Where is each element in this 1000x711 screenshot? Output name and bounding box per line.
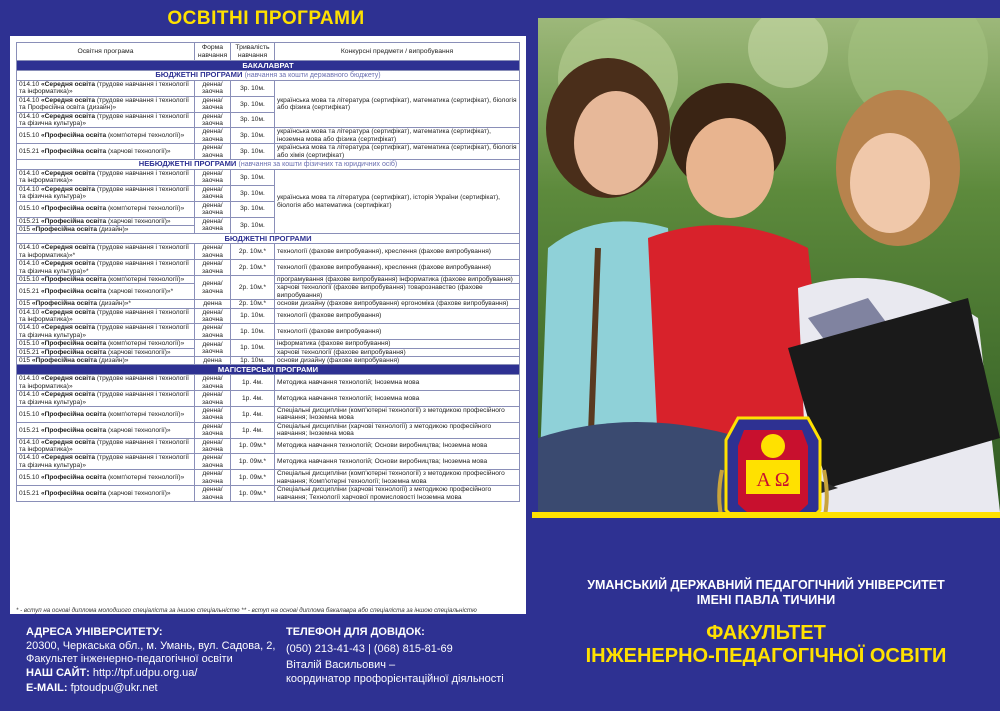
duration: 1р. 09м.* <box>231 454 275 470</box>
duration: 3р. 10м. <box>231 144 275 160</box>
address-text: 20300, Черкаська обл., м. Умань, вул. Садова, 2, Факультет інженерно-педагогічної освіти <box>26 639 276 665</box>
duration: 3р. 10м. <box>231 217 275 234</box>
subjects: українська мова та література (сертифікат), історія України (сертифікат), біологія або математика (сертифікат) <box>275 170 520 234</box>
program-name: 015.10 «Професійна освіта (комп'ютерні технології)» <box>17 340 195 348</box>
table-row <box>17 275 520 283</box>
program-name: 015 «Професійна освіта (дизайн)» <box>17 225 195 233</box>
subjects: українська мова та література (сертифікат), математика (сертифікат), біологія або хімія (сертифікат) <box>275 144 520 160</box>
duration: 2р. 10м.* <box>231 260 275 276</box>
program-name: 015.10 «Професійна освіта (комп'ютерні технології)» <box>17 275 195 283</box>
study-form: денна/ заочна <box>195 275 231 299</box>
table-row <box>17 244 520 260</box>
program-name: 015.21 «Професійна освіта (харчові технології)» <box>17 486 195 502</box>
table-row <box>17 128 520 144</box>
university-title: УМАНСЬКИЙ ДЕРЖАВНИЙ ПЕДАГОГІЧНИЙ УНІВЕРСИТЕТ <box>587 578 945 592</box>
subjects: технології (фахове випробування) <box>275 308 520 324</box>
study-form: денна/ заочна <box>195 81 231 97</box>
study-form: денна/ заочна <box>195 112 231 128</box>
subjects: Спеціальні дисципліни (комп'ютерні технології) з методикою професійного навчання; Іноземна мова <box>275 407 520 423</box>
study-form: денна/ заочна <box>195 217 231 234</box>
duration: 1р. 4м. <box>231 407 275 423</box>
study-form: денна/ заочна <box>195 244 231 260</box>
duration: 3р. 10м. <box>231 128 275 144</box>
duration: 3р. 10м. <box>231 96 275 112</box>
subjects: інформатика (фахове випробування) <box>275 340 520 348</box>
faculty-title <box>532 622 1000 668</box>
study-form: денна/ заочна <box>195 340 231 357</box>
subjects: Спеціальні дисципліни (комп'ютерні технології) з методикою професійного навчання; Комп'ютерні технології; Іноземна мова <box>275 470 520 486</box>
subjects: програмування (фахове випробування) інформатика (фахове випробування) <box>275 275 520 283</box>
table-row <box>17 170 520 186</box>
duration: 3р. 10м. <box>231 81 275 97</box>
duration: 2р. 10м.* <box>231 275 275 299</box>
program-name: 014.10 «Середня освіта (трудове навчання і технології та інформатика)»* <box>17 244 195 260</box>
email-link[interactable]: fptoudpu@ukr.net <box>70 682 158 694</box>
study-form: денна/ заочна <box>195 422 231 438</box>
subjects: Спеціальні дисципліни (харчові технології) з методикою професійного навчання; Технології харчової промисловості Іноземна мова <box>275 486 520 502</box>
students-photo <box>538 18 1000 512</box>
col-header-duration: Тривалість навчання <box>231 43 275 61</box>
study-form: денна/ заочна <box>195 128 231 144</box>
program-name: 015 «Професійна освіта (дизайн)» <box>17 357 195 365</box>
duration: 1р. 4м. <box>231 422 275 438</box>
program-name: 014.10 «Середня освіта (трудове навчання і технології та фізична культура)» <box>17 185 195 201</box>
subjects: технології (фахове випробування) <box>275 324 520 340</box>
study-form: денна/ заочна <box>195 454 231 470</box>
duration: 3р. 10м. <box>231 112 275 128</box>
cover-page <box>532 0 1000 711</box>
study-form: денна/ заочна <box>195 144 231 160</box>
subjects: українська мова та література (сертифікат), математика (сертифікат), біологія або фізика (сертифікат) <box>275 81 520 128</box>
program-name: 015 «Професійна освіта (дизайн)»* <box>17 300 195 308</box>
program-name: 015.10 «Професійна освіта (комп'ютерні технології)» <box>17 470 195 486</box>
program-name: 014.10 «Середня освіта (трудове навчання і технології та фізична культура)» <box>17 324 195 340</box>
table-row <box>17 391 520 407</box>
phone-block <box>286 626 526 686</box>
program-name: 014.10 «Середня освіта (трудове навчання і технології та фізична культура)»* <box>17 260 195 276</box>
duration: 2р. 10м.* <box>231 244 275 260</box>
program-name: 015.21 «Професійна освіта (харчові технології)» <box>17 217 195 225</box>
contact-name: Віталій Васильович – <box>286 659 396 671</box>
subjects: харчові технології (фахове випробування) <box>275 348 520 356</box>
footnote: * - вступ на основі диплома молодшого спеціаліста за іншою спеціальністю ** - вступ на основі диплома бакалавра або спеціаліста за іншою спеціальністю <box>16 607 477 614</box>
study-form: денна/ заочна <box>195 438 231 454</box>
program-name: 014.10 «Середня освіта (трудове навчання і технології та Професійна освіта (дизайн)» <box>17 96 195 112</box>
study-form: денна/ заочна <box>195 260 231 276</box>
phone-numbers: (050) 213-41-43 | (068) 815-81-69 <box>286 642 453 655</box>
duration: 1р. 09м.* <box>231 486 275 502</box>
subsection-header: НЕБЮДЖЕТНІ ПРОГРАМИ (навчання за кошти фізичних та юридичних осіб) <box>17 160 520 170</box>
subsection-header: БЮДЖЕТНІ ПРОГРАМИ (навчання за кошти державного бюджету) <box>17 71 520 81</box>
study-form: денна/ заочна <box>195 324 231 340</box>
program-name: 014.10 «Середня освіта (трудове навчання і технології та інформатика)» <box>17 438 195 454</box>
study-form: денна <box>195 300 231 308</box>
study-form: денна/ заочна <box>195 185 231 201</box>
table-row <box>17 407 520 423</box>
program-name: 015.21 «Професійна освіта (харчові технології)»* <box>17 284 195 300</box>
program-name: 014.10 «Середня освіта (трудове навчання і технології та інформатика)» <box>17 81 195 97</box>
subjects: харчові технології (фахове випробування) товарознавство (фахове випробування) <box>275 284 520 300</box>
duration: 1р. 10м. <box>231 324 275 340</box>
faculty-line-2: ІНЖЕНЕРНО-ПЕДАГОГІЧНОЇ ОСВІТИ <box>585 645 947 667</box>
study-form: денна/ заочна <box>195 486 231 502</box>
duration: 1р. 10м. <box>231 357 275 365</box>
section-header: БАКАЛАВРАТ <box>17 61 520 71</box>
col-header-program: Освітня програма <box>17 43 195 61</box>
study-form: денна/ заочна <box>195 96 231 112</box>
site-label: НАШ САЙТ: <box>26 666 90 679</box>
duration: 3р. 10м. <box>231 185 275 201</box>
table-row <box>17 422 520 438</box>
duration: 3р. 10м. <box>231 170 275 186</box>
program-name: 015.10 «Професійна освіта (комп'ютерні технології)» <box>17 128 195 144</box>
subjects: Методика навчання технологій; Іноземна мова <box>275 391 520 407</box>
duration: 1р. 09м.* <box>231 438 275 454</box>
university-name <box>532 578 1000 608</box>
emblem-letters: A Ω <box>756 469 790 491</box>
subjects: технології (фахове випробування), креслення (фахове випробування) <box>275 260 520 276</box>
subsection-header: БЮДЖЕТНІ ПРОГРАМИ <box>17 234 520 244</box>
table-row <box>17 144 520 160</box>
duration: 2р. 10м.* <box>231 300 275 308</box>
programs-table <box>16 42 520 502</box>
university-named-after: ІМЕНІ ПАВЛА ТИЧИНИ <box>696 593 836 607</box>
program-name: 014.10 «Середня освіта (трудове навчання і технології та інформатика)» <box>17 308 195 324</box>
table-row <box>17 308 520 324</box>
study-form: денна/ заочна <box>195 407 231 423</box>
table-row <box>17 454 520 470</box>
program-name: 015.21 «Професійна освіта (харчові технології)» <box>17 422 195 438</box>
table-row <box>17 486 520 502</box>
phone-label: ТЕЛЕФОН ДЛЯ ДОВІДОК: <box>286 626 425 638</box>
page-title: ОСВІТНІ ПРОГРАМИ <box>167 8 365 29</box>
address-label: АДРЕСА УНІВЕРСИТЕТУ: <box>26 626 163 638</box>
duration: 1р. 10м. <box>231 308 275 324</box>
table-row <box>17 81 520 97</box>
study-form: денна/ заочна <box>195 470 231 486</box>
site-link[interactable]: http://tpf.udpu.org.ua/ <box>92 666 198 679</box>
subjects: технології (фахове випробування), креслення (фахове випробування) <box>275 244 520 260</box>
duration: 1р. 4м. <box>231 391 275 407</box>
table-row <box>17 357 520 365</box>
subjects: основи дизайну (фахове випробування) ергономіка (фахове випробування) <box>275 300 520 308</box>
col-header-form: Форма навчання <box>195 43 231 61</box>
faculty-line-1: ФАКУЛЬТЕТ <box>706 622 826 644</box>
table-row <box>17 375 520 391</box>
study-form: денна/ заочна <box>195 375 231 391</box>
program-name: 014.10 «Середня освіта (трудове навчання і технології та фізична культура)» <box>17 391 195 407</box>
subjects: Методика навчання технологій; Основи виробництва; Іноземна мова <box>275 438 520 454</box>
section-header: МАГІСТЕРСЬКІ ПРОГРАМИ <box>17 365 520 375</box>
table-row <box>17 300 520 308</box>
program-name: 015.10 «Професійна освіта (комп'ютерні технології)» <box>17 201 195 217</box>
emblem-graphic <box>708 400 838 512</box>
program-name: 015.21 «Професійна освіта (харчові технології)» <box>17 348 195 356</box>
table-row <box>17 438 520 454</box>
table-row <box>17 260 520 276</box>
study-form: денна <box>195 357 231 365</box>
duration: 1р. 4м. <box>231 375 275 391</box>
subjects: українська мова та література (сертифікат), математика (сертифікат), іноземна мова або фізика (сертифікат) <box>275 128 520 144</box>
program-name: 015.21 «Професійна освіта (харчові технології)» <box>17 144 195 160</box>
duration: 3р. 10м. <box>231 201 275 217</box>
subjects: Методика навчання технологій; Основи виробництва; Іноземна мова <box>275 454 520 470</box>
contact-role: координатор профорієнтаційної діяльності <box>286 672 504 685</box>
email-label: E-MAIL: <box>26 682 68 694</box>
col-header-subjects: Конкурсні предмети / випробування <box>275 43 520 61</box>
subjects: основи дизайну (фахове випробування) <box>275 357 520 365</box>
program-name: 014.10 «Середня освіта (трудове навчання і технології та інформатика)» <box>17 170 195 186</box>
study-form: денна/ заочна <box>195 170 231 186</box>
study-form: денна/ заочна <box>195 201 231 217</box>
program-name: 014.10 «Середня освіта (трудове навчання і технології та інформатика)» <box>17 375 195 391</box>
duration: 1р. 10м. <box>231 340 275 357</box>
programs-table-sheet <box>10 36 526 614</box>
study-form: денна/ заочна <box>195 308 231 324</box>
university-emblem <box>708 400 838 512</box>
table-row <box>17 340 520 348</box>
subjects: Спеціальні дисципліни (харчові технології) з методикою професійного навчання; Іноземна мова <box>275 422 520 438</box>
study-form: денна/ заочна <box>195 391 231 407</box>
subjects: Методика навчання технологій; Іноземна мова <box>275 375 520 391</box>
table-row <box>17 324 520 340</box>
duration: 1р. 09м.* <box>231 470 275 486</box>
program-name: 014.10 «Середня освіта (трудове навчання і технології та фізична культура)» <box>17 112 195 128</box>
program-name: 014.10 «Середня освіта (трудове навчання і технології та фізична культура)» <box>17 454 195 470</box>
table-row <box>17 470 520 486</box>
accent-stripe <box>532 512 1000 518</box>
address-block <box>26 626 276 696</box>
program-name: 015.10 «Професійна освіта (комп'ютерні технології)» <box>17 407 195 423</box>
